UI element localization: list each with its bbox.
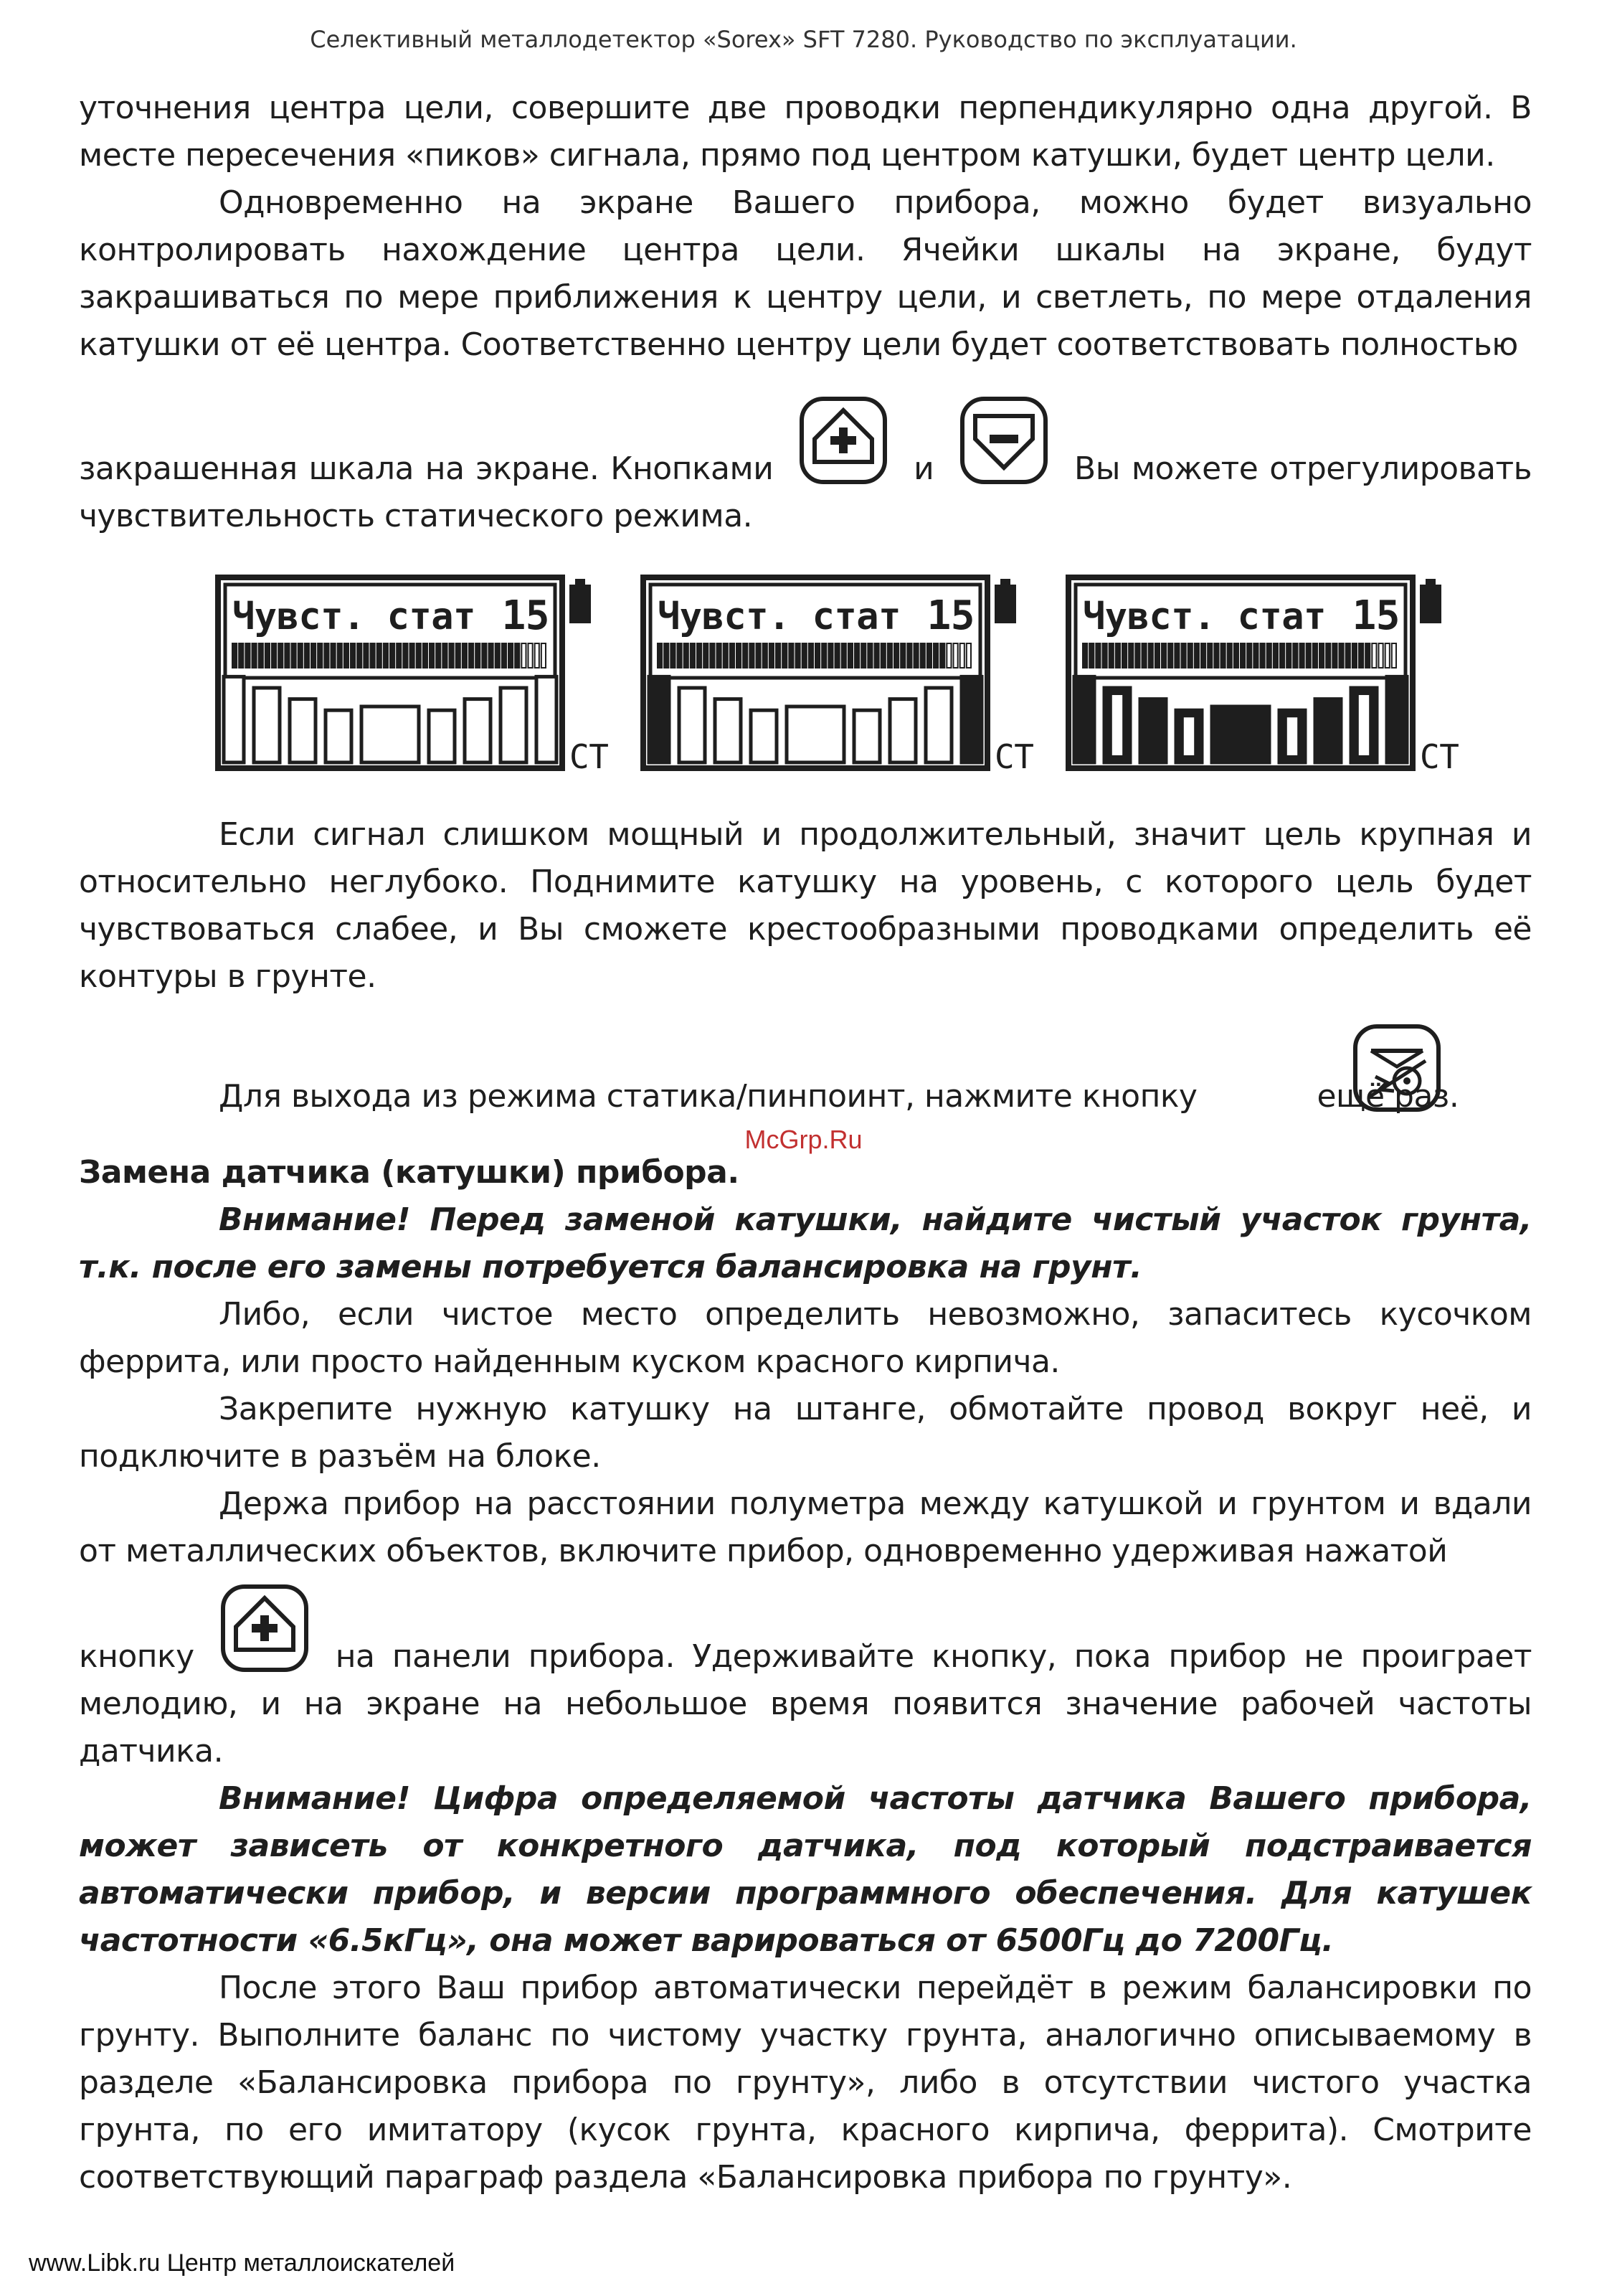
lcd-scale-cell — [962, 676, 982, 762]
lcd-level-tick — [1135, 643, 1139, 668]
lcd-display-1-svg — [215, 575, 617, 783]
lcd-level-tick — [1293, 643, 1297, 668]
lcd-level-tick — [809, 643, 813, 668]
lcd-level-tick — [1089, 643, 1094, 668]
plus-up-button-icon — [797, 395, 889, 486]
lcd-level-tick — [658, 643, 662, 668]
lcd-level-tick — [338, 643, 342, 668]
lcd-level-tick — [835, 643, 840, 668]
lcd-level-tick — [423, 643, 427, 668]
lcd-level-tick — [815, 643, 820, 668]
lcd-level-tick — [769, 643, 774, 668]
lcd-label: Чувст. стат — [1083, 595, 1326, 638]
lcd-level-tick — [1083, 643, 1087, 668]
lcd-display-2-svg — [640, 575, 1042, 783]
lcd-level-tick — [1247, 643, 1251, 668]
lcd-level-tick — [934, 643, 938, 668]
battery-icon — [1420, 585, 1441, 623]
lcd-level-tick — [1175, 643, 1179, 668]
lcd-mode-label: СТ — [995, 737, 1034, 776]
lcd-level-tick — [947, 643, 951, 668]
lcd-level-tick — [875, 643, 879, 668]
lcd-level-tick — [331, 643, 336, 668]
lcd-level-tick — [796, 643, 800, 668]
section-heading: Замена датчика (катушки) прибора. — [79, 1154, 739, 1191]
lcd-level-tick — [927, 643, 932, 668]
lcd-level-tick — [364, 643, 368, 668]
battery-icon-tip — [1426, 579, 1436, 586]
lcd-level-tick — [789, 643, 793, 668]
pinpoint-button-icon — [1211, 1022, 1303, 1114]
lcd-level-tick — [285, 643, 289, 668]
lcd-level-tick — [717, 643, 721, 668]
lcd-level-tick — [967, 643, 971, 668]
lcd-level-tick — [442, 643, 447, 668]
lcd-level-tick — [292, 643, 296, 668]
lcd-level-tick — [305, 643, 309, 668]
paragraph-5-text-a: Для выхода из режима статика/пинпоинт, нажмите кнопку — [219, 1078, 1198, 1115]
lcd-level-tick — [848, 643, 853, 668]
lcd-level-tick — [377, 643, 381, 668]
lcd-level-tick — [776, 643, 780, 668]
lcd-scale-cell-highlight — [1359, 695, 1369, 755]
lcd-value: 15 — [1352, 592, 1400, 639]
paragraph-3-text-b: и — [914, 450, 934, 487]
lcd-scale-cell — [1212, 707, 1269, 762]
lcd-level-tick — [508, 643, 513, 668]
lcd-level-tick — [1182, 643, 1186, 668]
lcd-level-tick — [1195, 643, 1199, 668]
lcd-level-tick — [1228, 643, 1232, 668]
lcd-level-tick — [1096, 643, 1100, 668]
lcd-level-tick — [1122, 643, 1127, 668]
lcd-level-tick — [278, 643, 283, 668]
lcd-level-tick — [1116, 643, 1120, 668]
lcd-level-tick — [1142, 643, 1147, 668]
paragraph-4: Если сигнал слишком мощный и продолжительный, значит цель крупная и относительно неглубоко. Поднимите катушку на уровень, с которого цель будет чувствоваться слабее, и Вы сможете крестообразными проводками определить её контуры в грунте. — [79, 816, 1532, 995]
paragraph-1: уточнения центра цели, совершите две проводки перпендикулярно одна другой. В месте пересечения «пиков» сигнала, прямо под центром катушки, будет центр цели. — [79, 90, 1532, 174]
lcd-scale-cell — [854, 710, 880, 762]
lcd-level-tick — [1129, 643, 1133, 668]
lcd-level-tick — [436, 643, 440, 668]
lcd-level-tick — [475, 643, 480, 668]
lcd-level-tick — [1307, 643, 1311, 668]
lcd-level-tick — [298, 643, 303, 668]
lcd-level-tick — [822, 643, 826, 668]
lcd-level-tick — [1359, 643, 1363, 668]
lcd-level-tick — [691, 643, 695, 668]
lcd-level-tick — [265, 643, 270, 668]
paragraph-5 — [79, 1022, 1532, 1120]
lcd-level-tick — [410, 643, 414, 668]
lcd-level-tick — [384, 643, 388, 668]
paragraph-8: Держа прибор на расстоянии полуметра между катушкой и грунтом и вдали от металлических объектов, включите прибор, одновременно удерживая нажатой — [79, 1485, 1532, 1569]
warning-1: Внимание! Перед заменой катушки, найдите чистый участок грунта, т.к. после его замены потребуется балансировка на грунт. — [79, 1201, 1532, 1285]
lcd-mode-label: СТ — [1420, 737, 1459, 776]
lcd-level-tick — [960, 643, 964, 668]
lcd-level-tick — [1365, 643, 1370, 668]
lcd-level-tick — [703, 643, 708, 668]
lcd-level-tick — [724, 643, 728, 668]
watermark: McGrp.Ru — [744, 1125, 863, 1154]
lcd-scale-cell-highlight — [1184, 717, 1194, 755]
lcd-level-tick — [252, 643, 257, 668]
lcd-level-tick — [456, 643, 460, 668]
lcd-level-tick — [357, 643, 361, 668]
lcd-level-tick — [736, 643, 741, 668]
lcd-level-tick — [1253, 643, 1258, 668]
lcd-scale-cell — [1074, 676, 1094, 762]
lcd-level-tick — [344, 643, 349, 668]
lcd-display-3 — [1066, 575, 1467, 783]
lcd-scale-cell — [787, 707, 844, 762]
paragraph-10: После этого Ваш прибор автоматически перейдёт в режим балансировки по грунту. Выполните баланс по чистому участку грунта, аналогично описываемому в разделе «Балансировка прибора по грунту», либо в отсутствии чистого участка грунта, по его имитатору (кусок грунта, красного кирпича, феррита). Смотрите соответствующий параграф раздела «Балансировка прибора по грунту». — [79, 1970, 1532, 2196]
lcd-scale-cell — [224, 676, 244, 762]
lcd-level-tick — [463, 643, 467, 668]
lcd-level-tick — [954, 643, 958, 668]
lcd-level-tick — [1214, 643, 1218, 668]
lcd-label: Чувст. стат — [232, 595, 475, 638]
battery-icon-tip — [1000, 579, 1010, 586]
plus-up-button-icon — [219, 1582, 311, 1674]
lcd-level-tick — [1261, 643, 1265, 668]
lcd-level-tick — [1162, 643, 1166, 668]
lcd-level-tick — [489, 643, 493, 668]
lcd-level-tick — [528, 643, 533, 668]
lcd-level-tick — [914, 643, 919, 668]
lcd-level-tick — [232, 643, 237, 668]
paragraph-3-text-a: закрашенная шкала на экране. Кнопками — [79, 450, 774, 487]
lcd-level-tick — [1392, 643, 1396, 668]
paragraph-9-text-b: на панели прибора. Удерживайте кнопку, пока прибор не проиграет мелодию, и на экране на небольшое время появится значение рабочей частоты датчика. — [79, 1638, 1532, 1770]
lcd-level-tick — [371, 643, 375, 668]
lcd-scale-cell — [1387, 676, 1407, 762]
paragraph-5-text-b: ещё раз. — [1317, 1078, 1459, 1115]
lcd-level-tick — [324, 643, 328, 668]
lcd-level-tick — [502, 643, 506, 668]
lcd-level-tick — [1208, 643, 1212, 668]
lcd-level-tick — [757, 643, 761, 668]
lcd-level-tick — [1280, 643, 1284, 668]
lcd-level-tick — [1234, 643, 1238, 668]
lcd-level-tick — [450, 643, 454, 668]
lcd-level-tick — [1313, 643, 1317, 668]
lcd-level-tick — [259, 643, 263, 668]
lcd-level-tick — [1372, 643, 1376, 668]
lcd-level-tick — [430, 643, 434, 668]
lcd-value: 15 — [501, 592, 549, 639]
lcd-level-tick — [1352, 643, 1357, 668]
lcd-level-tick — [868, 643, 872, 668]
lcd-level-tick — [272, 643, 276, 668]
lcd-level-tick — [1286, 643, 1291, 668]
lcd-scale-cell — [326, 710, 351, 762]
paragraph-3-text-c: Вы можете отрегулировать чувствительность статического режима. — [79, 450, 1532, 534]
minus-down-button-icon — [958, 395, 1050, 486]
lcd-level-tick — [1188, 643, 1193, 668]
lcd-level-tick — [1346, 643, 1350, 668]
lcd-scale-cell — [715, 699, 741, 762]
lcd-level-tick — [664, 643, 668, 668]
lcd-level-tick — [1168, 643, 1172, 668]
lcd-level-tick — [1241, 643, 1245, 668]
lcd-scale-cell — [926, 688, 952, 762]
lcd-level-tick — [684, 643, 688, 668]
lcd-level-tick — [802, 643, 807, 668]
lcd-level-tick — [894, 643, 899, 668]
lcd-level-tick — [888, 643, 892, 668]
lcd-level-tick — [907, 643, 911, 668]
lcd-scale-cell — [1140, 699, 1166, 762]
lcd-level-tick — [535, 643, 539, 668]
lcd-level-tick — [678, 643, 682, 668]
lcd-level-tick — [239, 643, 243, 668]
paragraph-6: Либо, если чистое место определить невозможно, запаситесь кусочком феррита, или просто найденным куском красного кирпича. — [79, 1296, 1532, 1380]
lcd-level-tick — [940, 643, 944, 668]
lcd-level-tick — [351, 643, 355, 668]
lcd-level-tick — [390, 643, 394, 668]
lcd-level-tick — [417, 643, 421, 668]
lcd-scale-cell — [649, 676, 669, 762]
paragraph-2: Одновременно на экране Вашего прибора, можно будет визуально контролировать нахождение центра цели. Ячейки шкалы на экране, будут закрашиваться по мере приближения к центру цели, и светлеть, по мере отдаления катушки от её центра. Соответственно центру цели будет соответствовать полностью — [79, 184, 1532, 363]
lcd-level-tick — [1103, 643, 1107, 668]
lcd-level-tick — [1340, 643, 1344, 668]
lcd-level-tick — [697, 643, 701, 668]
lcd-level-tick — [1319, 643, 1324, 668]
lcd-level-tick — [1326, 643, 1330, 668]
lcd-level-tick — [397, 643, 401, 668]
paragraph-9-text-a: кнопку — [79, 1638, 194, 1675]
lcd-level-tick — [1109, 643, 1114, 668]
lcd-level-tick — [842, 643, 846, 668]
lcd-level-tick — [515, 643, 519, 668]
lcd-level-tick — [763, 643, 767, 668]
lcd-level-tick — [743, 643, 747, 668]
lcd-level-tick — [496, 643, 500, 668]
lcd-level-tick — [1385, 643, 1390, 668]
lcd-level-tick — [1379, 643, 1383, 668]
paragraph-7: Закрепите нужную катушку на штанге, обмотайте провод вокруг неё, и подключите в разъём на блоке. — [79, 1391, 1532, 1475]
lcd-scale-cell — [501, 688, 526, 762]
lcd-level-tick — [710, 643, 714, 668]
lcd-level-tick — [469, 643, 473, 668]
lcd-level-tick — [855, 643, 859, 668]
lcd-level-tick — [1332, 643, 1337, 668]
warning-2: Внимание! Цифра определяемой частоты датчика Вашего прибора, может зависеть от конкретного датчика, под который подстраивается автоматически прибор, и версии программного обеспечения. Для катушек частотности «6.5кГц», она может варироваться от 6500Гц до 7200Гц. — [79, 1780, 1532, 1959]
lcd-mode-label: СТ — [569, 737, 609, 776]
lcd-scale-cell — [254, 688, 280, 762]
lcd-level-tick — [311, 643, 316, 668]
lcd-level-tick — [482, 643, 486, 668]
lcd-scale-cell — [361, 707, 419, 762]
lcd-level-tick — [749, 643, 754, 668]
lcd-level-tick — [1300, 643, 1304, 668]
lcd-level-tick — [901, 643, 905, 668]
lcd-examples — [215, 575, 1467, 783]
lcd-value: 15 — [926, 592, 975, 639]
lcd-level-tick — [782, 643, 787, 668]
page-header: Селективный металлодетектор «Sorex» SFT 7280. Руководство по эксплуатации. — [310, 26, 1297, 53]
battery-icon — [995, 585, 1016, 623]
paragraph-3 — [79, 395, 1532, 540]
lcd-level-tick — [670, 643, 675, 668]
page-content — [79, 85, 1532, 2201]
lcd-level-tick — [881, 643, 886, 668]
lcd-display-3-svg — [1066, 575, 1467, 783]
lcd-display-1 — [215, 575, 617, 783]
lcd-scale-cell — [465, 699, 490, 762]
battery-icon — [569, 585, 591, 623]
battery-icon-tip — [575, 579, 585, 586]
lcd-scale-cell — [429, 710, 455, 762]
lcd-scale-cell — [679, 688, 705, 762]
lcd-level-tick — [921, 643, 925, 668]
lcd-scale-cell — [536, 676, 556, 762]
lcd-level-tick — [861, 643, 866, 668]
lcd-display-2 — [640, 575, 1042, 783]
lcd-level-tick — [730, 643, 734, 668]
lcd-level-tick — [1155, 643, 1160, 668]
lcd-label: Чувст. стат — [658, 595, 901, 638]
lcd-level-tick — [245, 643, 250, 668]
lcd-level-tick — [1274, 643, 1278, 668]
lcd-scale-cell-highlight — [1287, 717, 1297, 755]
lcd-level-tick — [318, 643, 322, 668]
lcd-scale-cell — [290, 699, 316, 762]
lcd-scale-cell — [890, 699, 916, 762]
lcd-level-tick — [1267, 643, 1271, 668]
lcd-level-tick — [541, 643, 546, 668]
lcd-scale-cell-highlight — [1112, 695, 1122, 755]
lcd-level-tick — [521, 643, 526, 668]
lcd-level-tick — [403, 643, 407, 668]
page-footer: www.Libk.ru Центр металлоискателей — [29, 2249, 455, 2277]
paragraph-9 — [79, 1582, 1532, 1775]
lcd-scale-cell — [1315, 699, 1341, 762]
lcd-level-tick — [1201, 643, 1205, 668]
lcd-level-tick — [1221, 643, 1226, 668]
lcd-scale-cell — [751, 710, 777, 762]
lcd-level-tick — [1149, 643, 1153, 668]
lcd-level-tick — [828, 643, 833, 668]
